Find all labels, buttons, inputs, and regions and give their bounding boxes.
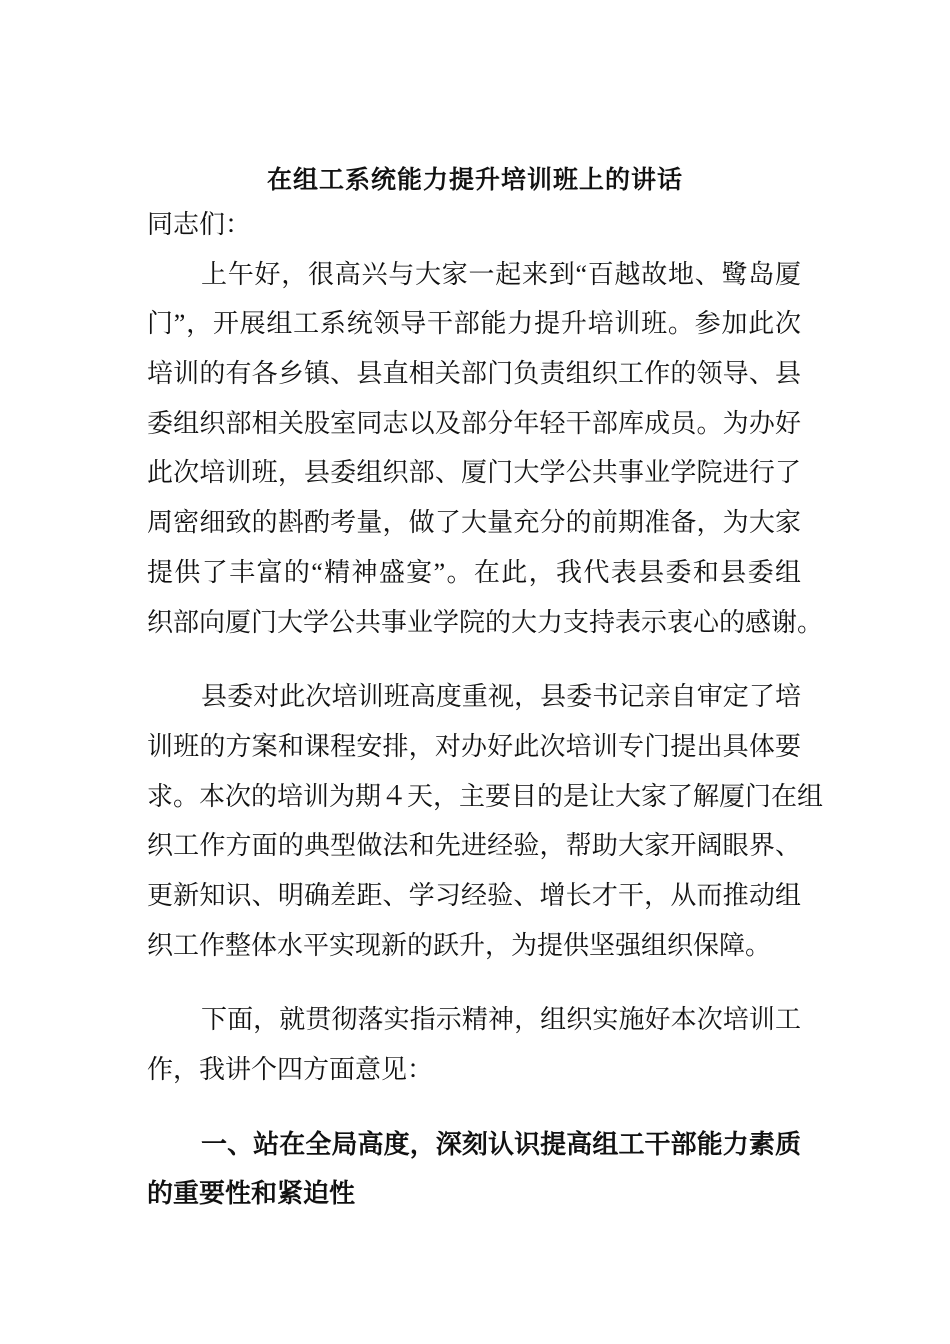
text-line: 培训的有各乡镇、县直相关部门负责组织工作的领导、县: [147, 359, 801, 389]
text-line: 更新知识、明确差距、学习经验、增长才干，从而推动组: [147, 880, 801, 910]
paragraph: [147, 995, 801, 1094]
text-line: 训班的方案和课程安排，对办好此次培训专门提出具体要: [147, 731, 801, 761]
text-line: 织工作整体水平实现新的跃升，为提供坚强组织保障。: [147, 930, 772, 960]
text-line: 下面，就贯彻落实指示精神，组织实施好本次培训工: [201, 1005, 801, 1035]
text-line: 门”，开展组工系统领导干部能力提升培训班。参加此次: [147, 309, 801, 339]
text-line: 作，我讲个四方面意见：: [147, 1055, 434, 1084]
text-line: 县委对此次培训班高度重视，县委书记亲自审定了培: [201, 682, 801, 712]
text-line: 周密细致的斟酌考量，做了大量充分的前期准备，为大家: [147, 508, 801, 538]
text-line: 织工作方面的典型做法和先进经验，帮助大家开阔眼界、: [147, 831, 801, 861]
text-line: 的重要性和紧迫性: [147, 1179, 356, 1209]
text-line: 上午好，很高兴与大家一起来到“百越故地、鹭岛厦: [201, 259, 801, 289]
text-line: 一、站在全局高度，深刻认识提高组工干部能力素质: [201, 1129, 801, 1159]
document-body: [147, 200, 824, 1219]
paragraph: [147, 250, 824, 648]
paragraph: [147, 672, 824, 970]
text-line: 提供了丰富的“精神盛宴”。在此，我代表县委和县委组: [147, 557, 801, 587]
text-line: 织部向厦门大学公共事业学院的大力支持表示衷心的感谢。: [147, 607, 824, 637]
text-line: 此次培训班，县委组织部、厦门大学公共事业学院进行了: [147, 458, 801, 488]
section-heading: [147, 1120, 801, 1219]
text-line: 求。本次的培训为期４天，主要目的是让大家了解厦门在组: [147, 781, 824, 811]
document-title: 在组工系统能力提升培训班上的讲话: [266, 167, 683, 194]
text-line: 委组织部相关股室同志以及部分年轻干部库成员。为办好: [147, 408, 801, 438]
salutation: 同志们：: [147, 210, 252, 239]
